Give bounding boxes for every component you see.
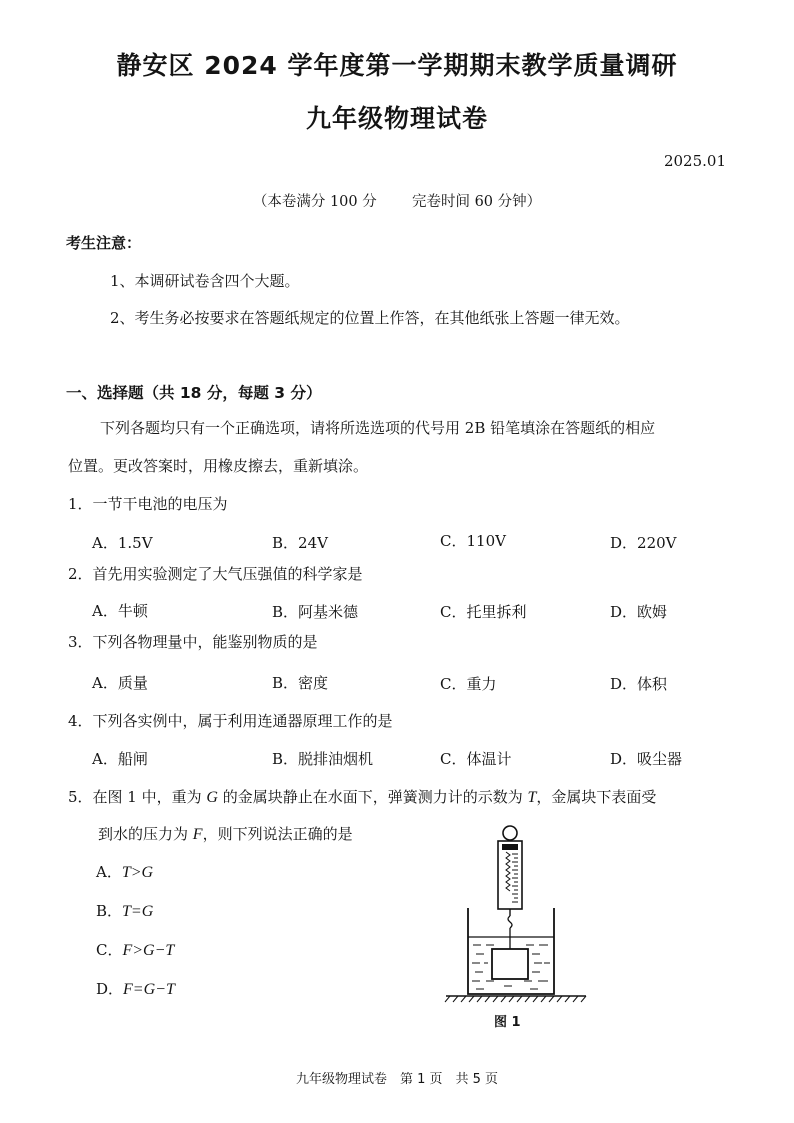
- exam-date: 2025.01: [663, 152, 726, 170]
- option-d: D．吸尘器: [610, 750, 683, 768]
- q5-var-f: F: [192, 826, 203, 843]
- question-stem: 4．下列各实例中，属于利用连通器原理工作的是: [68, 712, 393, 730]
- option-d: D．欧姆: [610, 603, 668, 621]
- exam-subtitle: 九年级物理试卷: [305, 104, 488, 133]
- option-c: C．托里拆利: [440, 603, 527, 621]
- option-a: A．T>G: [96, 863, 154, 881]
- q5-var-g: G: [206, 789, 218, 806]
- option-c: C．F>G−T: [96, 941, 175, 959]
- option-b: B．密度: [272, 674, 329, 692]
- q5-var-t: T: [527, 789, 537, 806]
- section-instruction: 位置。更改答案时，用橡皮擦去，重新填涂。: [68, 457, 369, 475]
- q5-text: 5．在图 1 中，重为: [68, 788, 207, 806]
- option-b: B．24V: [272, 534, 328, 552]
- option-a: A．质量: [92, 674, 148, 692]
- option-d: D．F=G−T: [96, 980, 175, 998]
- question-stem: 2．首先用实验测定了大气压强值的科学家是: [68, 565, 363, 583]
- figure-label: 图 1: [494, 1015, 521, 1030]
- option-b: B．阿基米德: [272, 603, 359, 621]
- option-a: A．船闸: [92, 750, 148, 768]
- option-a: A．1.5V: [92, 534, 153, 552]
- option-c: C．重力: [440, 675, 497, 693]
- option-c: C．110V: [440, 532, 506, 550]
- exam-info: [0, 190, 794, 211]
- question-stem-cont: [98, 823, 353, 844]
- question-stem: 1．一节干电池的电压为: [68, 495, 228, 513]
- option-b: B．T=G: [96, 902, 154, 920]
- q5-text: 到水的压力为: [98, 825, 193, 843]
- q5-text: ，金属块下表面受: [536, 788, 657, 806]
- q5-text: ，则下列说法正确的是: [202, 825, 353, 843]
- full-score: （本卷满分 100 分: [252, 194, 377, 210]
- option-a: A．牛顿: [92, 602, 148, 620]
- figure-spring-scale-diagram: [440, 824, 590, 1006]
- section-heading: 一、选择题（共 18 分，每题 3 分）: [66, 384, 322, 402]
- exam-time: 完卷时间 60 分钟）: [411, 194, 542, 210]
- notice-item: 2、考生务必按要求在答题纸规定的位置上作答，在其他纸张上答题一律无效。: [110, 309, 630, 327]
- notice-heading: 考生注意：: [66, 234, 142, 252]
- option-b: B．脱排油烟机: [272, 750, 374, 768]
- exam-title: 静安区 2024 学年度第一学期期末教学质量调研: [116, 51, 678, 80]
- option-d: D．220V: [610, 534, 677, 552]
- option-d: D．体积: [610, 675, 668, 693]
- page-footer: 九年级物理试卷 第 1 页 共 5 页: [295, 1072, 499, 1087]
- notice-item: 1、本调研试卷含四个大题。: [110, 272, 300, 290]
- section-instruction: 下列各题均只有一个正确选项，请将所选选项的代号用 2B 铅笔填涂在答题纸的相应: [100, 419, 656, 437]
- q5-text: 的金属块静止在水面下，弹簧测力计的示数为: [217, 788, 528, 806]
- option-c: C．体温计: [440, 750, 512, 768]
- question-stem: [68, 786, 656, 807]
- question-stem: 3．下列各物理量中，能鉴别物质的是: [68, 633, 318, 651]
